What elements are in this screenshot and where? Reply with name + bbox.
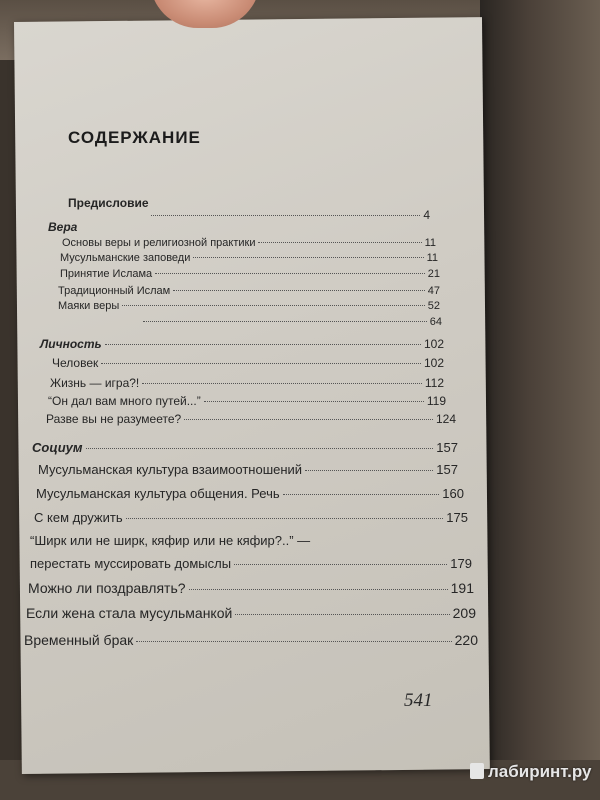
leader-dots <box>122 305 425 306</box>
leader-dots <box>283 494 440 495</box>
toc-entry <box>34 510 468 525</box>
leader-dots <box>101 363 421 364</box>
toc-entry-label: Можно ли поздравлять? <box>28 580 186 596</box>
leader-dots <box>136 641 451 642</box>
toc-entry-page: 11 <box>426 252 438 264</box>
toc-entry-label: Временный брак <box>24 632 134 648</box>
toc-entry-label: Разве вы не разумеете? <box>46 412 182 426</box>
watermark <box>470 762 591 782</box>
toc-entry-label: перестать муссировать домыслы <box>30 556 232 571</box>
toc-entry <box>24 632 478 648</box>
toc-entry-label: “Ширк или не ширк, кяфир или не кяфир?..” — <box>30 533 311 548</box>
toc-entry-label: Основы веры и религиозной практики <box>62 237 256 249</box>
leader-dots <box>305 470 433 471</box>
toc-entry-page: 220 <box>454 632 478 648</box>
toc-entry <box>36 486 464 501</box>
toc-entry <box>48 220 430 234</box>
toc-entry <box>50 376 444 390</box>
leader-dots <box>105 344 421 345</box>
watermark-text: лабиринт.ру <box>488 762 592 781</box>
toc-entry-label: Предисловие <box>68 196 149 210</box>
toc-entry-label: Традиционный Ислам <box>58 285 171 297</box>
toc-entry-label: Мусульманская культура общения. Речь <box>36 486 280 501</box>
toc-entry-label: С кем дружить <box>34 510 123 525</box>
toc-entry-label: Вера <box>48 220 78 234</box>
leader-dots <box>204 401 424 402</box>
leader-dots <box>142 383 422 384</box>
toc-entry-page: 191 <box>450 580 474 596</box>
toc-entry-label: Мусульманская культура взаимоотношений <box>38 462 303 477</box>
toc-entry-page: 47 <box>427 285 440 297</box>
toc-entry <box>26 605 476 621</box>
toc-entry <box>40 337 444 351</box>
labirint-logo-icon <box>470 763 484 779</box>
toc-entry <box>48 394 446 408</box>
toc-entry-label: “Он дал вам много путей...” <box>48 394 201 408</box>
toc-entry-page: 11 <box>424 237 436 249</box>
leader-dots <box>86 448 434 449</box>
toc-entry <box>46 412 456 426</box>
toc-entry <box>60 268 440 280</box>
toc-entry-page: 64 <box>429 316 442 328</box>
page-number: 541 <box>404 690 433 711</box>
toc-entry-label: Жизнь — игра?! <box>50 376 140 390</box>
toc-entry-page: 124 <box>435 412 456 426</box>
toc-title: СОДЕРЖАНИЕ <box>68 128 201 147</box>
toc-entry-page: 175 <box>446 510 468 525</box>
toc-entry-label: Если жена стала мусульманкой <box>26 605 233 621</box>
toc-entry-label: Личность <box>40 337 102 351</box>
leader-dots <box>151 215 420 216</box>
toc-entry <box>30 533 470 548</box>
toc-entry-label: Социум <box>32 440 83 455</box>
leader-dots <box>184 419 433 420</box>
leader-dots <box>258 242 421 243</box>
leader-dots <box>189 589 448 590</box>
toc-entry <box>58 300 440 312</box>
toc-entry-label: Принятие Ислама <box>60 268 153 280</box>
leader-dots <box>155 273 425 274</box>
toc-entry-page: 52 <box>427 300 440 312</box>
toc-entry-page: 157 <box>436 462 458 477</box>
toc-entry <box>38 462 458 477</box>
leader-dots <box>143 321 427 322</box>
toc-entry-label: Человек <box>52 356 99 370</box>
toc-entry <box>28 580 474 596</box>
toc-entry <box>32 440 458 455</box>
toc-entry-label: Мусульманские заповеди <box>60 252 191 264</box>
toc-entry-page: 112 <box>424 376 444 390</box>
toc-entry-page: 4 <box>423 208 430 222</box>
toc-entry <box>60 252 438 264</box>
toc-entry <box>140 316 442 328</box>
leader-dots <box>235 614 449 615</box>
toc-entry-page: 160 <box>442 486 464 501</box>
leader-dots <box>126 518 444 519</box>
toc-entry <box>30 556 472 571</box>
toc-entry-page: 102 <box>423 356 444 370</box>
toc-entry <box>62 237 436 249</box>
toc-entry-page: 209 <box>452 605 476 621</box>
leader-dots <box>234 564 447 565</box>
toc-entry-label: Маяки веры <box>58 300 120 312</box>
leader-dots <box>173 290 425 291</box>
leader-dots <box>193 257 423 258</box>
toc-entry <box>52 356 444 370</box>
toc-entry <box>58 285 440 297</box>
toc-entry-page: 157 <box>436 440 458 455</box>
toc-entry-page: 179 <box>450 556 472 571</box>
toc-entry-page: 119 <box>426 394 446 408</box>
toc-entry-page: 21 <box>427 268 440 280</box>
toc-entry-page: 102 <box>423 337 444 351</box>
